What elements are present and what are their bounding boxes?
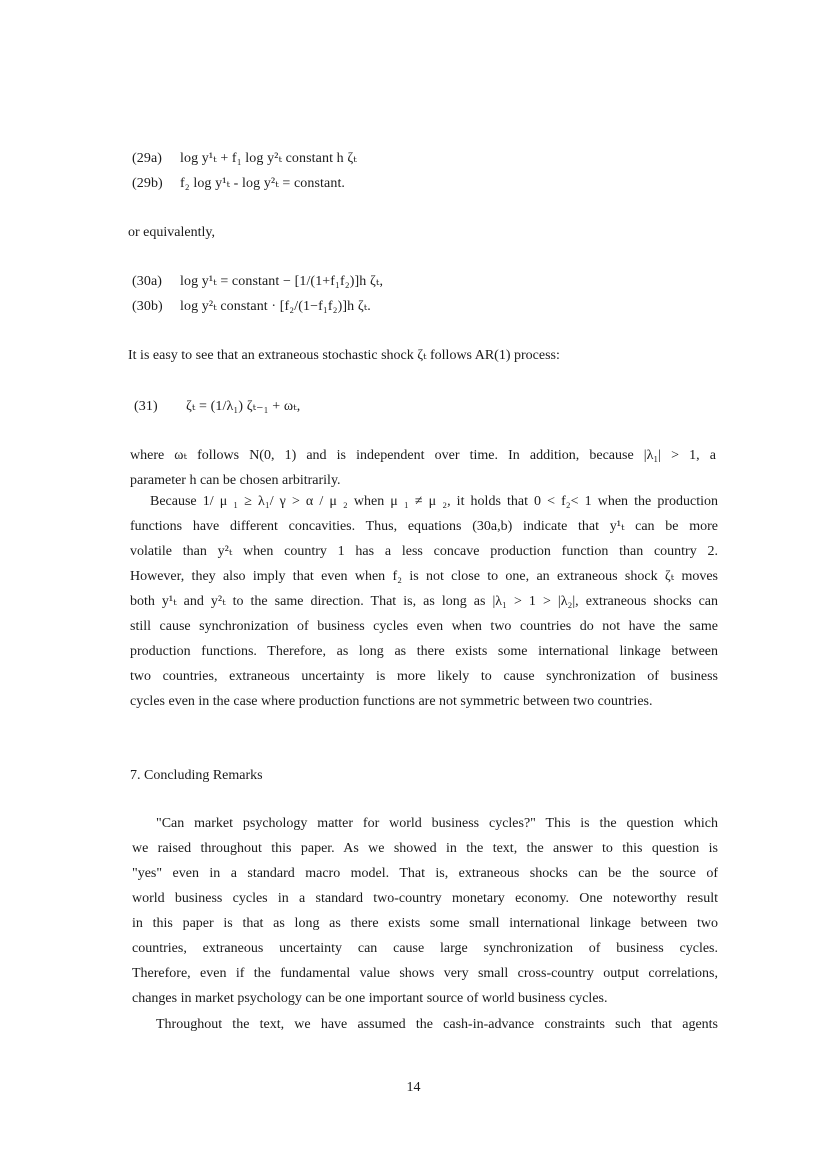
equation-30b xyxy=(132,298,371,315)
equation-label: (29a) xyxy=(132,151,163,166)
equivalently-text: or equivalently, xyxy=(128,225,215,240)
equation-30a xyxy=(132,273,383,290)
paragraph-line: world business cycles in a standard two-country monetary economy. One noteworthy result xyxy=(132,891,718,906)
paragraph-line: countries, extraneous uncertainty can cause large synchronization of business cycles. xyxy=(132,941,718,956)
paragraph-line: However, they also imply that even when f₂ is not close to one, an extraneous shock ζₜ moves xyxy=(130,569,718,584)
because-paragraph xyxy=(130,489,718,714)
paragraph-line: functions have different concavities. Thus, equations (30a,b) indicate that y¹ₜ can be more xyxy=(130,519,718,534)
paragraph-line: volatile than y²ₜ when country 1 has a less concave production function than country 2. xyxy=(130,544,718,559)
paragraph-line: we raised throughout this paper. As we showed in the text, the answer to this question is xyxy=(132,841,718,856)
concluding-paragraph xyxy=(132,811,718,1011)
paragraph-line: still cause synchronization of business cycles even when two countries do not have the same xyxy=(130,619,718,634)
paragraph-line: both y¹ₜ and y²ₜ to the same direction. That is, as long as |λ₁ > 1 > |λ₂|, extraneous shocks can xyxy=(130,594,718,609)
equation-expression: log y¹ₜ = constant − [1/(1+f₁f₂)]h ζₜ, xyxy=(180,274,384,289)
paragraph-line: "yes" even in a standard macro model. That is, extraneous shocks can be the source of xyxy=(132,866,718,881)
paragraph-line: where ωₜ follows N(0, 1) and is independent over time. In addition, because |λ₁| > 1, a xyxy=(130,448,716,463)
paragraph-line: changes in market psychology can be one important source of world business cycles. xyxy=(132,991,608,1006)
where-paragraph xyxy=(130,443,716,493)
equation-expression: log y¹ₜ + f₁ log y²ₜ constant h ζₜ xyxy=(180,151,357,166)
equation-label: (30b) xyxy=(132,299,163,314)
paragraph-line: Throughout the text, we have assumed the cash-in-advance constraints such that agents xyxy=(156,1017,718,1032)
paragraph-line: parameter h can be chosen arbitrarily. xyxy=(130,473,341,488)
final-paragraph xyxy=(132,1012,718,1037)
equation-label: (31) xyxy=(134,399,158,414)
paragraph-line: two countries, extraneous uncertainty is more likely to cause synchronization of business xyxy=(130,669,718,684)
equation-29b xyxy=(132,175,345,192)
page-number: 14 xyxy=(406,1080,421,1095)
ar-sentence: It is easy to see that an extraneous stochastic shock ζₜ follows AR(1) process: xyxy=(128,348,560,363)
paragraph-line: in this paper is that as long as there exists some small international linkage between two xyxy=(132,916,718,931)
paragraph-line: cycles even in the case where production functions are not symmetric between two countries. xyxy=(130,694,653,709)
paragraph-line: Therefore, even if the fundamental value shows very small cross-country output correlations, xyxy=(132,966,718,981)
paragraph-line: "Can market psychology matter for world business cycles?" This is the question which xyxy=(156,816,718,831)
equation-31 xyxy=(134,398,300,415)
equation-expression: f₂ log y¹ₜ - log y²ₜ = constant. xyxy=(180,176,346,191)
paragraph-line: Because 1/ μ ₁ ≥ λ₁/ γ > α / μ ₂ when μ ₁ ≠ μ ₂, it holds that 0 < f₂< 1 when the production xyxy=(150,494,718,509)
equation-expression: log y²ₜ constant · [f₂/(1−f₁f₂)]h ζₜ. xyxy=(180,299,371,314)
section-heading: 7. Concluding Remarks xyxy=(130,768,263,783)
equation-expression: ζₜ = (1/λ₁) ζₜ₋₁ + ωₜ, xyxy=(186,399,301,414)
paragraph-line: production functions. Therefore, as long as there exists some international linkage between xyxy=(130,644,718,659)
equation-29a xyxy=(132,150,357,167)
equation-label: (29b) xyxy=(132,176,163,191)
equation-label: (30a) xyxy=(132,274,163,289)
